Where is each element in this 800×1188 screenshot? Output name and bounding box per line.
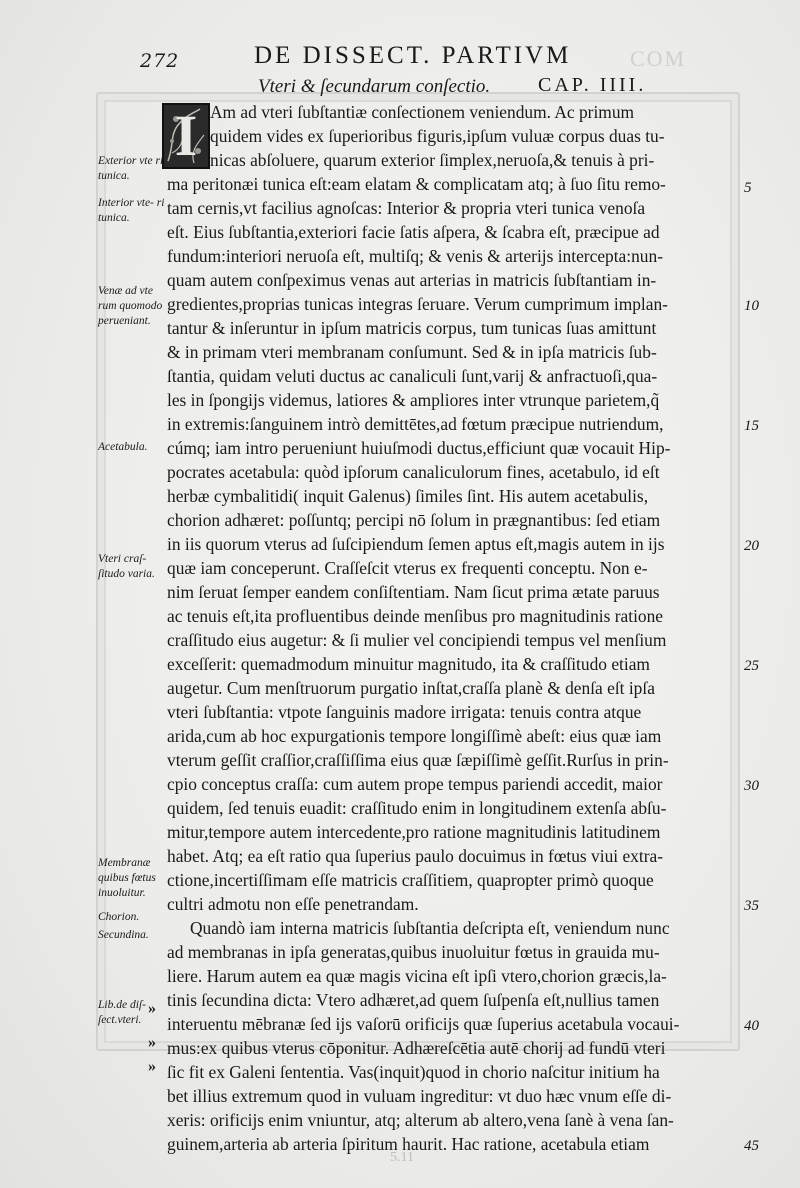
body-line: quam autem conſpeximus venas aut arterias in matricis ſubſtantiam in- bbox=[167, 270, 657, 290]
body-line: exceſſerit: quemadmodum minuitur magnitudo, ita & craſſitudo etiam bbox=[167, 654, 650, 674]
body-line: cúmq; iam intro perueniunt huiuſmodi ductus,efficiunt quæ vocauit Hip- bbox=[167, 438, 671, 458]
body-line: nim ſeruat ſemper eandem conſiſtentiam. Nam ſicut prima ætate paruus bbox=[167, 582, 660, 602]
running-title: DE DISSECT. PARTIVM bbox=[254, 42, 572, 69]
marginal-note: Acetabula. bbox=[98, 441, 148, 453]
body-line: cultri admotu non eſſe penetrandam. bbox=[167, 894, 419, 914]
body-line: gredientes,proprias tunicas integras ſeruare. Verum cumprimum implan- bbox=[167, 294, 668, 314]
line-number: 15 bbox=[744, 418, 759, 434]
line-number: 40 bbox=[744, 1018, 759, 1034]
body-line: ſtantia, quidam veluti ductus ac canaliculi ſunt,varij & anfractuoſi,qua- bbox=[167, 366, 658, 386]
marginal-note: Vteri craſ- ſitudo varia. bbox=[98, 553, 155, 580]
body-line: habet. Atq; ea eſt ratio qua ſuperius paulo docuimus in fœtus viui extra- bbox=[167, 846, 663, 866]
body-line: craſſitudo eius augetur: & ſi mulier vel concipiendi tempus vel menſium bbox=[167, 630, 667, 650]
bleed-through-mark: 5.11 bbox=[390, 1150, 414, 1165]
marginal-note: Interior vte- ri tunica. bbox=[98, 197, 165, 224]
body-line: quidem, ſed tenuis euadit: craſſitudo enim in longitudinem extenſa abſu- bbox=[167, 798, 667, 818]
line-number: 45 bbox=[744, 1138, 759, 1154]
marginal-note: Membranæ quibus fœtus inuoluitur. bbox=[98, 857, 156, 899]
body-line: les in ſpongijs videmus, latiores & ampliores inter vtrunque parietem,q̃ bbox=[167, 390, 660, 410]
body-line: guinem,arteria ab arteria ſpiritum haurit. Hac ratione, acetabula etiam bbox=[167, 1134, 650, 1154]
body-line: chorion adhæret: poſſuntq; percipi nō ſolum in prægnantibus: ſed etiam bbox=[167, 510, 661, 530]
body-line: in extremis:ſanguinem intrò demittētes,ad fœtum præcipue nutriendum, bbox=[167, 414, 664, 434]
body-line: Am ad vteri ſubſtantiæ conſectionem veniendum. Ac primum bbox=[210, 102, 635, 122]
bleed-through-title: COM bbox=[630, 46, 687, 71]
decorated-initial bbox=[162, 103, 210, 169]
line-number: 30 bbox=[744, 778, 759, 794]
body-line: vteri ſubſtantia: vtpote ſanguinis madore irrigata: tenuis contra atque bbox=[167, 702, 642, 722]
initial-letter: I bbox=[174, 103, 198, 168]
quotation-mark: » bbox=[148, 1000, 156, 1017]
body-line: & in primam vteri membranam conſumunt. Sed & in ipſa matricis ſub- bbox=[167, 342, 657, 362]
body-line: xeris: orificijs enim vniuntur, atq; alterum ab altero,vena ſanè à vena ſan- bbox=[167, 1110, 674, 1130]
body-line: mus:ex quibus vterus cōponitur. Adhæreſcētia autē chorij ad fundū vteri bbox=[167, 1038, 666, 1058]
page-number: 272 bbox=[140, 50, 180, 72]
marginal-note: Lib.de diſ- ſect.vteri. bbox=[98, 999, 146, 1026]
body-line: ſic fit ex Galeni ſententia. Vas(inquit)quod in chorio naſcitur initium ha bbox=[167, 1062, 660, 1082]
body-line: eſt. Eius ſubſtantia,exteriori facie ſatis aſpera, & ſcabra eſt, præcipue ad bbox=[167, 222, 660, 242]
body-line: pocrates acetabula: quòd ipſorum canaliculorum fines, acetabulo, id eſt bbox=[167, 462, 660, 482]
body-line: ma peritonæi tunica eſt:eam elatam & complicatam atq; à ſuo ſitu remo- bbox=[167, 174, 666, 194]
line-number: 25 bbox=[744, 658, 759, 674]
body-line: arida,cum ab hoc expurgationis tempore longiſſimè abeſt: eius quæ iam bbox=[167, 726, 662, 746]
body-line: tinis ſecundina dicta: Vtero adhæret,ad quem ſuſpenſa eſt,nullius tamen bbox=[167, 990, 660, 1010]
chapter-number: CAP. IIII. bbox=[538, 74, 647, 96]
quotation-mark: » bbox=[148, 1034, 156, 1051]
line-number: 5 bbox=[744, 180, 752, 196]
marginal-note: Exterior vte ri tunica. bbox=[98, 155, 164, 182]
quotation-mark: » bbox=[148, 1058, 156, 1075]
body-line: in iis quorum vterus ad ſuſcipiendum ſemen aptus eſt,magis autem in ijs bbox=[167, 534, 665, 554]
body-line: fundum:interiori neruoſa eſt, multiſq; & venis & arterijs intercepta:nun- bbox=[167, 246, 663, 266]
marginal-note: Chorion. bbox=[98, 911, 140, 923]
line-number: 10 bbox=[744, 298, 759, 314]
body-line: interuentu mēbranæ ſed ijs vaſorū orificijs quæ ſuperius acetabula vocaui- bbox=[167, 1014, 680, 1034]
body-line: quidem vides ex ſuperioribus figuris,ipſum vuluæ corpus duas tu- bbox=[210, 126, 665, 146]
body-line: ad membranas in ipſa generatas,quibus inuoluitur fœtus in grauida mu- bbox=[167, 942, 660, 962]
body-line: bet illius extremum quod in vuluam ingreditur: vt duo hæc vnum eſſe di- bbox=[167, 1086, 672, 1106]
body-line: herbæ cymbalitidi( inquit Galenus) ſimiles ſint. His autem acetabulis, bbox=[167, 486, 649, 506]
body-line: Quandò iam interna matricis ſubſtantia deſcripta eſt, veniendum nunc bbox=[190, 918, 670, 938]
body-line: vterum geſſit craſſior,craſſiſſima eius quæ ſæpiſſimè geſſit.Rurſus in prin- bbox=[167, 750, 669, 770]
body-line: quæ iam conceperunt. Craſſeſcit vterus ex frequenti conceptu. Non e- bbox=[167, 558, 648, 578]
chapter-title: Vteri & ſecundarum conſectio. bbox=[258, 76, 491, 97]
body-line: tam cernis,vt facilius agnoſcas: Interior & propria vteri tunica venoſa bbox=[167, 198, 646, 218]
body-line: mitur,tempore autem intercedente,pro ratione magnitudinis latitudinem bbox=[167, 822, 661, 842]
body-line: cpio conceptus craſſa: cum autem prope tempus pariendi accedit, maior bbox=[167, 774, 663, 794]
body-line: augetur. Cum menſtruorum purgatio inſtat,craſſa planè & denſa eſt ipſa bbox=[167, 678, 655, 698]
line-number: 35 bbox=[744, 898, 759, 914]
marginal-note: Secundina. bbox=[98, 929, 149, 941]
line-number: 20 bbox=[744, 538, 759, 554]
body-line: liere. Harum autem ea quæ magis vicina eſt ipſi vtero,chorion græcis,la- bbox=[167, 966, 667, 986]
body-line: ctione,incertiſſimam eſſe matricis craſſitiem, quapropter primò quoque bbox=[167, 870, 654, 890]
body-line: tantur & inſeruntur in ipſum matricis corpus, tum tunicas ſuas amittunt bbox=[167, 318, 657, 338]
body-line: ac tenuis eſt,ita profluentibus deinde menſibus pro magnitudinis ratione bbox=[167, 606, 664, 626]
marginal-note: Venæ ad vte rum quomodo perueniant. bbox=[98, 285, 163, 327]
body-line: nicas abſoluere, quarum exterior ſimplex,neruoſa,& tenuis à pri- bbox=[210, 150, 655, 170]
